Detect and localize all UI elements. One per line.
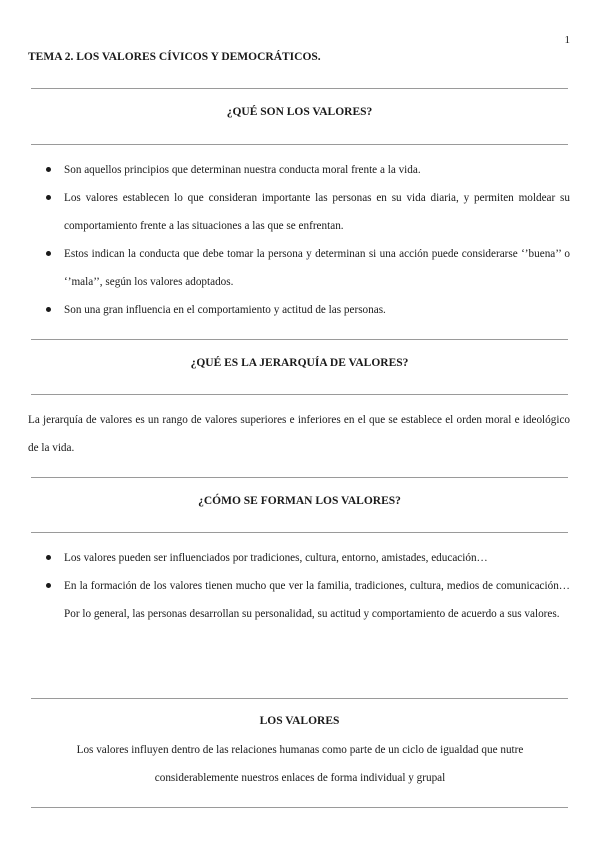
divider [31, 532, 568, 533]
paragraph-los-valores: Los valores influyen dentro de las relaciones humanas como parte de un ciclo de igualdad que nutre considerablemente nuestros enlaces de forma individual y grupal [76, 744, 524, 784]
section-heading-como-se-forman: ¿CÓMO SE FORMAN LOS VALORES? [198, 495, 401, 507]
list-item-text: Los valores pueden ser influenciados por tradiciones, cultura, entorno, amistades, educación… [64, 552, 488, 564]
section-heading-jerarquia: ¿QUÉ ES LA JERARQUÍA DE VALORES? [190, 357, 409, 369]
document-title: TEMA 2. LOS VALORES CÍVICOS Y DEMOCRÁTICOS. [28, 51, 321, 63]
list-item [46, 544, 570, 572]
bullet-icon [46, 195, 51, 200]
bullet-icon [46, 583, 51, 588]
bullet-list-como-se-forman [46, 544, 570, 628]
divider [31, 339, 568, 340]
divider [31, 394, 568, 395]
page-number: 1 [564, 34, 570, 46]
bullet-icon [46, 251, 51, 256]
divider [31, 477, 568, 478]
list-item-text: Los valores establecen lo que consideran importante las personas en su vida diaria, y permiten moldear su comportamiento frente a las situaciones a las que se enfrentan. [64, 192, 570, 232]
list-item [46, 156, 570, 184]
divider [31, 144, 568, 145]
list-item-text: Son aquellos principios que determinan nuestra conducta moral frente a la vida. [64, 164, 421, 176]
paragraph-jerarquia: La jerarquía de valores es un rango de valores superiores e inferiores en el que se establece el orden moral e ideológico de la vida. [28, 414, 570, 454]
divider [31, 807, 568, 808]
list-item [46, 240, 570, 296]
section-heading-que-son: ¿QUÉ SON LOS VALORES? [226, 106, 373, 118]
list-item-text: Son una gran influencia en el comportamiento y actitud de las personas. [64, 304, 386, 316]
list-item [46, 184, 570, 240]
list-item-text: Estos indican la conducta que debe tomar la persona y determinan si una acción puede considerarse ‘’buena’’ o ‘’mala’’, según los valores adoptados. [64, 248, 570, 288]
divider [31, 698, 568, 699]
section-heading-los-valores: LOS VALORES [259, 715, 340, 727]
list-item-text: En la formación de los valores tienen mucho que ver la familia, tradiciones, cultura, medios de comunicación… Por lo general, las personas desarrollan su personalidad, su actitud y comportamiento de acuerdo a sus valores. [64, 580, 570, 620]
bullet-icon [46, 167, 51, 172]
bullet-icon [46, 307, 51, 312]
list-item [46, 296, 570, 324]
bullet-icon [46, 555, 51, 560]
list-item [46, 572, 570, 628]
divider [31, 88, 568, 89]
bullet-list-que-son [46, 156, 570, 324]
